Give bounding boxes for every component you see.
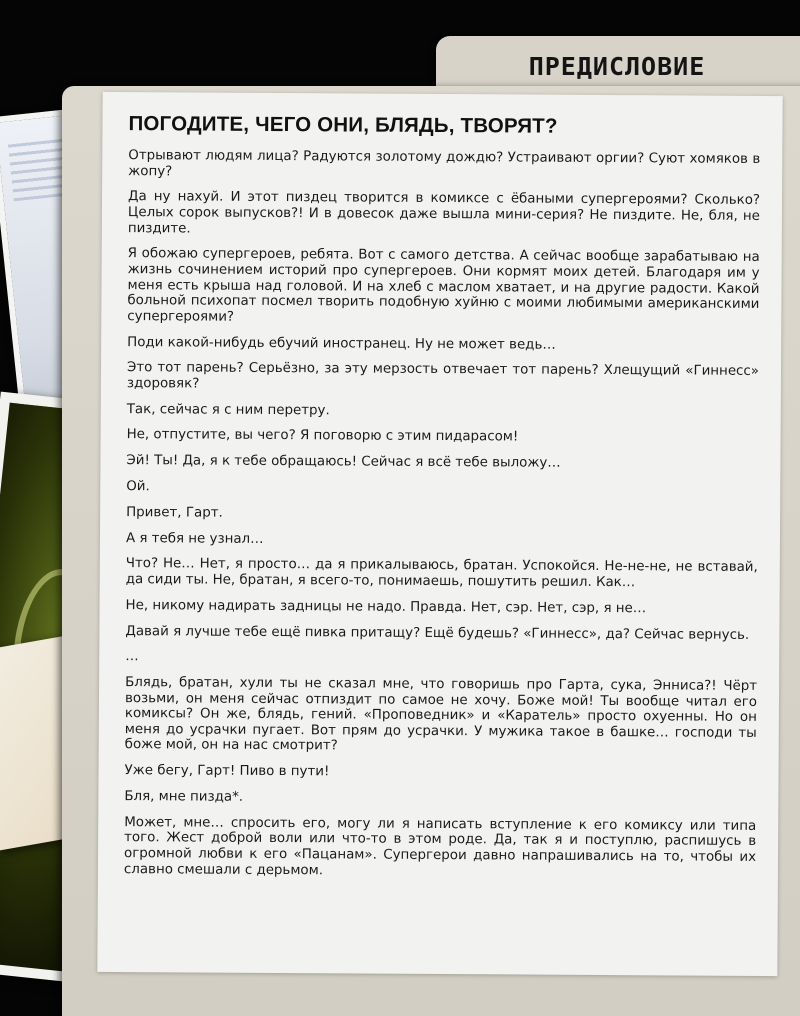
paragraph: Отрывают людям лица? Радуются золотому дождю? Устраивают оргии? Суют хомяков в жопу? [128,148,761,179]
paragraph: Давай я лучше тебе ещё пивка притащу? Ещё будешь? «Гиннесс», да? Сейчас вернусь. [125,623,750,643]
paragraph: Блядь, братан, хули ты не сказал мне, что говоришь про Гарта, сука, Энниса?! Чёрт возьми, он меня сейчас отпиздит по самое не хочу. Боже мой! Ты вообще читал его комиксы? Он же, блядь, гений. «Проповедник» и «Каратель» просто охуенны. Но он меня до усрачки пугает. Вот прям до усрачки. У мужика такое в башке… господи ты боже мой, он на нас смотрит? [124,675,758,754]
paragraph: Это тот парень? Серьёзно, за эту мерзость отвечает тот парень? Хлещущий «Гиннесс» здоровяк? [126,360,760,392]
article-content [124,112,761,891]
paragraph: Ой. [126,479,150,495]
paragraph: Эй! Ты! Да, я к тебе обращаюсь! Сейчас я всё тебе выложу… [126,453,561,471]
paragraph: Поди какой-нибудь ебучий иностранец. Ну не может ведь… [127,334,556,353]
paragraph: Да ну нахуй. И этот пиздец творится в комиксе с ёбаными супергероями? Сколько? Целых сорок выпусков?! И в довесок даже вышла мини-серия? Не пиздите. Не, бля, не пиздите. [127,189,761,237]
paragraph: Бля, мне пизда*. [124,789,244,805]
paragraph: А я тебя не узнал… [125,530,264,547]
paragraph: Привет, Гарт. [126,504,223,521]
paragraph: Не, никому надирать задницы не надо. Правда. Нет, сэр. Нет, сэр, я не… [125,597,647,616]
paragraph: Уже бегу, Гарт! Пиво в пути! [124,763,330,780]
article-heading: ПОГОДИТЕ, ЧЕГО ОНИ, БЛЯДЬ, ТВОРЯТ? [128,112,558,138]
paragraph: Я обожаю супергероев, ребята. Вот с самого детства. А сейчас вообще зарабатываю на жизнь сочинением историй про супергероев. Они кормят моих детей. Благодаря им у меня есть крыша над головой. И на хлеб с маслом хватает, и на другие радости. Какой больной психопат посмел творить подобную хуйню с моими любимыми американскими супергероями? [127,246,760,325]
paragraph: Может, мне… спросить его, могу ли я написать вступление к его комиксу или типа того. Жест доброй воли или что-то в этом роде. Да, так я и поступлю, распишусь в огромной любви к его «Пацанам». Супергерои давно напрашивались на то, чтобы их славно смешали с дерьмом. [123,814,757,878]
paragraph: … [125,649,139,665]
section-title: ПРЕДИСЛОВИЕ [528,52,706,81]
article-sheet [97,92,782,976]
paragraph: Так, сейчас я с ним перетру. [126,401,330,418]
paragraph: Что? Не… Нет, я просто… да я прикалываюсь, братан. Успокойся. Не-не-не, не вставай, да сиди ты. Не, братан, я всего-то, понимаешь, пошутить решил. Как… [125,556,758,591]
paragraph: Не, отпустите, вы чего? Я поговорю с этим пидарасом! [126,427,519,445]
